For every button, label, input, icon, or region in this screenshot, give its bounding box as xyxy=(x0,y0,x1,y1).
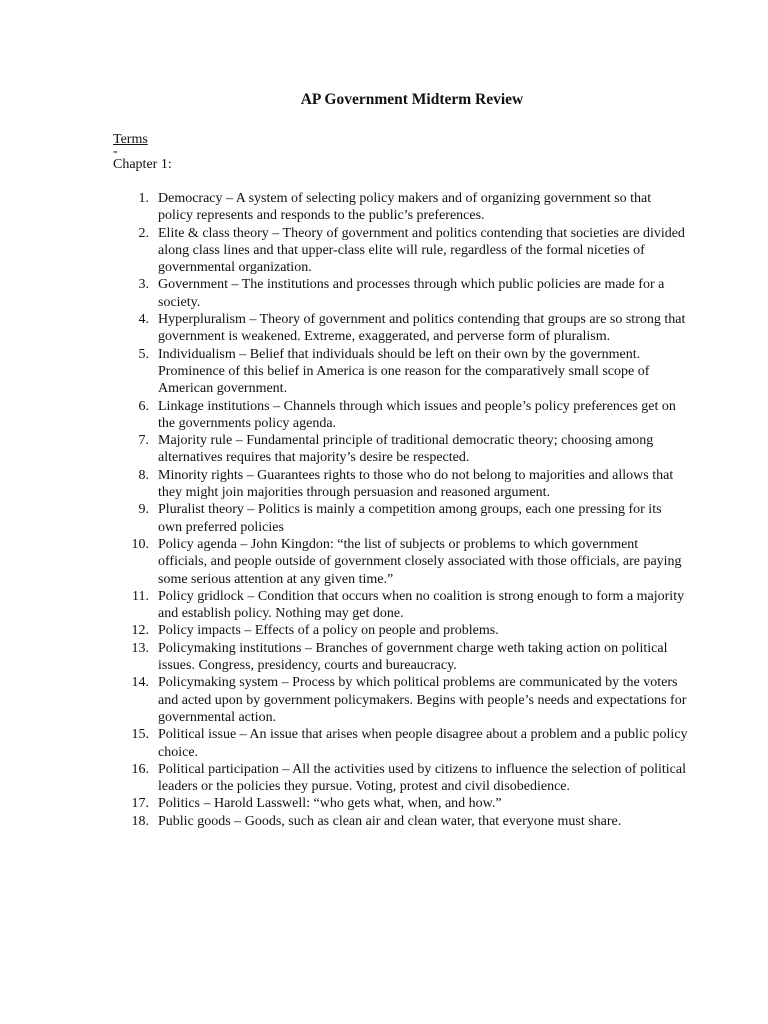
term-number: 11. xyxy=(132,588,149,604)
term-text: Government – The institutions and processes through which public policies are made for a society. xyxy=(158,277,665,310)
list-item xyxy=(113,190,688,225)
term-text: Political issue – An issue that arises when people disagree about a problem and a public policy choice. xyxy=(158,727,688,760)
term-number: 3. xyxy=(138,277,149,293)
list-item xyxy=(113,813,688,830)
list-item xyxy=(113,276,688,311)
term-text: Policy agenda – John Kingdon: “the list of subjects or problems to which government officials, and people outside of government closely associated with those officials, are paying some serious attention at any given time.” xyxy=(158,536,682,587)
term-text: Minority rights – Guarantees rights to those who do not belong to majorities and allows that they might join majorities through persuasion and reasoned argument. xyxy=(158,467,674,501)
term-text: Policy gridlock – Condition that occurs when no coalition is strong enough to form a majority and establish policy. Nothing may get done. xyxy=(158,588,685,622)
term-number: 18. xyxy=(131,813,149,829)
term-number: 15. xyxy=(131,727,149,743)
list-item xyxy=(113,674,688,726)
list-item xyxy=(113,398,688,433)
term-number: 17. xyxy=(131,796,149,812)
term-text: Hyperpluralism – Theory of government and politics contending that groups are so strong that government is weakened. Extreme, exaggerated, and perverse form of pluralism. xyxy=(158,312,686,345)
term-text: Policymaking system – Process by which political problems are communicated by the voters and acted upon by government policymakers. Begins with people’s needs and expectations for governmental action. xyxy=(158,675,687,725)
term-text: Linkage institutions – Channels through which issues and people’s policy preferences get on the governments policy agenda. xyxy=(158,398,676,431)
term-text: Majority rule – Fundamental principle of traditional democratic theory; choosing among alternatives requires that majority’s desire be respected. xyxy=(158,433,654,466)
term-text: Policymaking institutions – Branches of government charge weth taking action on political issues. Congress, presidency, courts and bureaucracy. xyxy=(158,640,668,674)
list-item xyxy=(113,622,688,639)
list-item xyxy=(113,761,688,796)
term-number: 6. xyxy=(138,398,149,414)
term-number: 14. xyxy=(131,675,149,691)
list-item xyxy=(113,225,688,277)
term-text: Public goods – Goods, such as clean air and clean water, that everyone must share. xyxy=(158,813,622,829)
term-number: 1. xyxy=(138,191,149,206)
term-text: Democracy – A system of selecting policy makers and of organizing government so that policy represents and responds to the public’s preferences. xyxy=(158,191,652,224)
term-number: 4. xyxy=(138,312,149,328)
term-number: 8. xyxy=(138,467,149,483)
term-number: 16. xyxy=(131,761,149,777)
term-number: 5. xyxy=(138,346,149,362)
list-item xyxy=(113,432,688,467)
list-item xyxy=(113,640,688,675)
term-text: Politics – Harold Lasswell: “who gets what, when, and how.” xyxy=(158,796,502,812)
list-item xyxy=(113,346,688,398)
list-item xyxy=(113,467,688,502)
list-item xyxy=(113,726,688,761)
chapter-label: Chapter 1: xyxy=(113,157,172,172)
term-number: 2. xyxy=(138,225,149,241)
term-number: 12. xyxy=(131,623,149,639)
dash-marker: - xyxy=(113,144,118,159)
term-text: Pluralist theory – Politics is mainly a competition among groups, each one pressing for its own preferred policies xyxy=(158,502,662,535)
list-item xyxy=(113,588,688,623)
list-item xyxy=(113,795,688,812)
term-number: 7. xyxy=(138,433,149,449)
term-text: Political participation – All the activities used by citizens to influence the selection of political leaders or the policies they pursue. Voting, protest and civil disobedience. xyxy=(158,761,686,795)
term-text: Policy impacts – Effects of a policy on people and problems. xyxy=(158,623,499,639)
section-heading: Terms xyxy=(113,132,148,147)
document-title: AP Government Midterm Review xyxy=(300,91,524,108)
term-text: Elite & class theory – Theory of government and politics contending that societies are divided along class lines and that upper-class elite will rule, regardless of the formal niceties of governmental organization. xyxy=(158,225,685,276)
list-item xyxy=(113,501,688,536)
term-number: 9. xyxy=(138,502,149,518)
term-number: 13. xyxy=(131,640,149,656)
term-text: Individualism – Belief that individuals should be left on their own by the government. Prominence of this belief in America is one reason for the comparatively small scope of American government. xyxy=(158,346,650,397)
term-number: 10. xyxy=(131,536,149,552)
terms-list xyxy=(113,190,688,830)
list-item xyxy=(113,311,688,346)
list-item xyxy=(113,536,688,588)
